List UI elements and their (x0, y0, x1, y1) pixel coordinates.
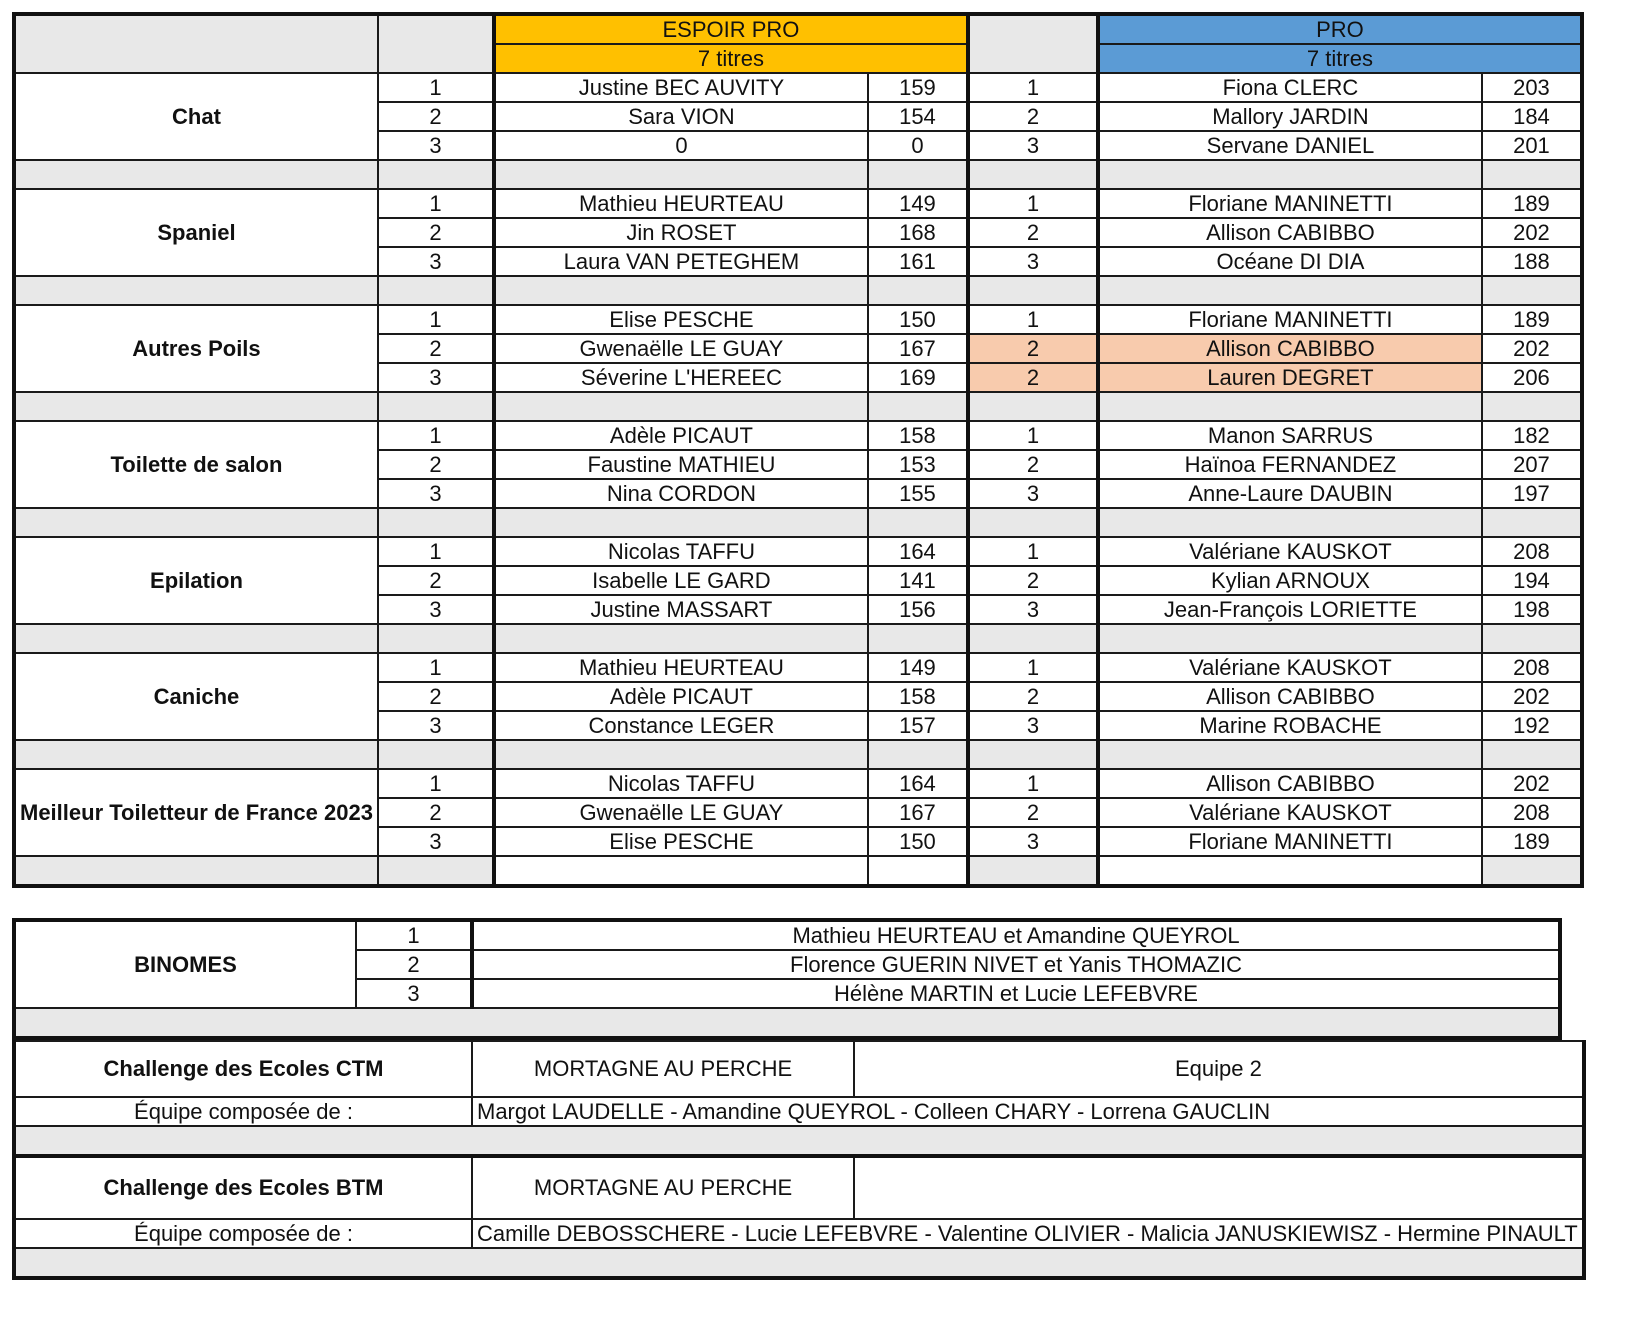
pro-score: 189 (1482, 827, 1582, 856)
pro-name: Lauren DEGRET (1098, 363, 1482, 392)
spacer-cell (868, 160, 968, 189)
spacer-cell (14, 160, 378, 189)
pro-name: Jean-François LORIETTE (1098, 595, 1482, 624)
pro-score: 198 (1482, 595, 1582, 624)
espoir-score: 150 (868, 305, 968, 334)
spacer-cell (968, 856, 1098, 886)
spacer-cell (14, 1126, 1584, 1156)
spacer-row (14, 1248, 1584, 1278)
espoir-rank: 2 (378, 798, 494, 827)
ctm-members: Margot LAUDELLE - Amandine QUEYROL - Colleen CHARY - Lorrena GAUCLIN (472, 1097, 1584, 1126)
spacer-cell (378, 276, 494, 305)
spacer-cell (1482, 392, 1582, 421)
espoir-rank: 1 (378, 421, 494, 450)
pro-name: Océane DI DIA (1098, 247, 1482, 276)
espoir-rank: 1 (378, 189, 494, 218)
binome-row (14, 920, 1560, 950)
binomes-table (12, 918, 1562, 1040)
pro-name: Allison CABIBBO (1098, 682, 1482, 711)
pro-rank: 1 (968, 305, 1098, 334)
pro-name: Manon SARRUS (1098, 421, 1482, 450)
spacer-cell (1098, 856, 1482, 886)
espoir-rank: 1 (378, 769, 494, 798)
espoir-score: 164 (868, 537, 968, 566)
espoir-rank: 3 (378, 595, 494, 624)
category-label: Chat (14, 73, 378, 160)
binome-names: Florence GUERIN NIVET et Yanis THOMAZIC (472, 950, 1560, 979)
spacer-cell (968, 508, 1098, 537)
espoir-name: Justine MASSART (494, 595, 868, 624)
pro-name: Valériane KAUSKOT (1098, 537, 1482, 566)
pro-name: Allison CABIBBO (1098, 334, 1482, 363)
spacer-cell (1098, 624, 1482, 653)
espoir-name: Justine BEC AUVITY (494, 73, 868, 102)
pro-score: 184 (1482, 102, 1582, 131)
espoir-score: 154 (868, 102, 968, 131)
pro-title: PRO (1098, 14, 1582, 44)
pro-rank: 3 (968, 711, 1098, 740)
espoir-name: Elise PESCHE (494, 827, 868, 856)
pro-score: 192 (1482, 711, 1582, 740)
pro-name: Allison CABIBBO (1098, 769, 1482, 798)
binome-rank: 2 (356, 950, 472, 979)
binome-names: Hélène MARTIN et Lucie LEFEBVRE (472, 979, 1560, 1008)
category-label: Toilette de salon (14, 421, 378, 508)
spacer-row (14, 1126, 1584, 1156)
ctm-label: Challenge des Ecoles CTM (14, 1041, 472, 1097)
category-label: Epilation (14, 537, 378, 624)
pro-name: Valériane KAUSKOT (1098, 653, 1482, 682)
pro-score: 202 (1482, 218, 1582, 247)
pro-rank: 1 (968, 653, 1098, 682)
pro-rank: 1 (968, 189, 1098, 218)
spacer-cell (968, 160, 1098, 189)
result-row (14, 421, 1582, 450)
result-row (14, 537, 1582, 566)
spacer-cell (494, 276, 868, 305)
pro-score: 208 (1482, 798, 1582, 827)
pro-name: Floriane MANINETTI (1098, 189, 1482, 218)
pro-score: 206 (1482, 363, 1582, 392)
pro-score: 207 (1482, 450, 1582, 479)
pro-score: 202 (1482, 334, 1582, 363)
espoir-rank: 3 (378, 363, 494, 392)
btm-row (14, 1156, 1584, 1219)
spacer-row (14, 508, 1582, 537)
results-table (12, 12, 1584, 888)
spacer-cell (1482, 508, 1582, 537)
spacer-cell (14, 624, 378, 653)
espoir-name: Mathieu HEURTEAU (494, 653, 868, 682)
pro-score: 208 (1482, 653, 1582, 682)
ctm-team: Equipe 2 (854, 1041, 1584, 1097)
pro-name: Anne-Laure DAUBIN (1098, 479, 1482, 508)
espoir-name: Nicolas TAFFU (494, 537, 868, 566)
espoir-rank: 2 (378, 218, 494, 247)
ctm-row (14, 1041, 1584, 1097)
spacer-cell (378, 160, 494, 189)
pro-rank: 3 (968, 247, 1098, 276)
espoir-name: Gwenaëlle LE GUAY (494, 798, 868, 827)
result-row (14, 653, 1582, 682)
pro-rank: 2 (968, 450, 1098, 479)
espoir-name: Laura VAN PETEGHEM (494, 247, 868, 276)
ctm-members-row (14, 1097, 1584, 1126)
espoir-rank: 1 (378, 537, 494, 566)
spacer-cell (1098, 740, 1482, 769)
espoir-score: 157 (868, 711, 968, 740)
binomes-label: BINOMES (14, 920, 356, 1008)
binome-rank: 1 (356, 920, 472, 950)
spacer-row (14, 160, 1582, 189)
category-label: Meilleur Toiletteur de France 2023 (14, 769, 378, 856)
pro-score: 189 (1482, 305, 1582, 334)
espoir-name: Jin ROSET (494, 218, 868, 247)
pro-name: Fiona CLERC (1098, 73, 1482, 102)
espoir-rank: 3 (378, 247, 494, 276)
pro-rank: 1 (968, 769, 1098, 798)
pro-score: 202 (1482, 769, 1582, 798)
espoir-score: 164 (868, 769, 968, 798)
spacer-cell (14, 508, 378, 537)
pro-score: 197 (1482, 479, 1582, 508)
spacer-cell (1098, 276, 1482, 305)
pro-name: Servane DANIEL (1098, 131, 1482, 160)
btm-members-row (14, 1219, 1584, 1248)
spacer-cell (14, 1248, 1584, 1278)
pro-rank: 2 (968, 218, 1098, 247)
pro-rank: 3 (968, 131, 1098, 160)
pro-name: Kylian ARNOUX (1098, 566, 1482, 595)
espoir-score: 161 (868, 247, 968, 276)
category-label: Spaniel (14, 189, 378, 276)
spacer-cell (378, 392, 494, 421)
espoir-rank: 3 (378, 479, 494, 508)
pro-score: 188 (1482, 247, 1582, 276)
spacer-cell (868, 740, 968, 769)
pro-rank: 1 (968, 73, 1098, 102)
pro-score: 208 (1482, 537, 1582, 566)
header-pro-rank-blank (968, 14, 1098, 73)
spacer-cell (14, 740, 378, 769)
pro-name: Valériane KAUSKOT (1098, 798, 1482, 827)
spacer-cell (868, 276, 968, 305)
spacer-cell (494, 624, 868, 653)
category-label: Caniche (14, 653, 378, 740)
btm-label: Challenge des Ecoles BTM (14, 1156, 472, 1219)
espoir-rank: 1 (378, 305, 494, 334)
pro-name: Haïnoa FERNANDEZ (1098, 450, 1482, 479)
result-row (14, 189, 1582, 218)
spacer-cell (494, 160, 868, 189)
spacer-cell (1098, 392, 1482, 421)
espoir-score: 167 (868, 334, 968, 363)
pro-rank: 2 (968, 363, 1098, 392)
pro-rank: 2 (968, 682, 1098, 711)
spacer-cell (1482, 624, 1582, 653)
espoir-score: 149 (868, 653, 968, 682)
result-row (14, 769, 1582, 798)
category-label: Autres Poils (14, 305, 378, 392)
pro-name: Floriane MANINETTI (1098, 827, 1482, 856)
espoir-score: 167 (868, 798, 968, 827)
spacer-cell (14, 856, 378, 886)
spacer-cell (868, 624, 968, 653)
spacer-cell (968, 624, 1098, 653)
spacer-cell (1098, 508, 1482, 537)
pro-rank: 3 (968, 595, 1098, 624)
pro-name: Allison CABIBBO (1098, 218, 1482, 247)
pro-score: 182 (1482, 421, 1582, 450)
pro-rank: 3 (968, 827, 1098, 856)
espoir-score: 159 (868, 73, 968, 102)
espoir-score: 155 (868, 479, 968, 508)
spacer-cell (968, 392, 1098, 421)
espoir-name: Adèle PICAUT (494, 682, 868, 711)
spacer-cell (868, 392, 968, 421)
spacer-cell (14, 392, 378, 421)
spacer-cell (1482, 160, 1582, 189)
espoir-name: Isabelle LE GARD (494, 566, 868, 595)
pro-rank: 2 (968, 798, 1098, 827)
ctm-composed-label: Équipe composée de : (14, 1097, 472, 1126)
spacer-cell (868, 508, 968, 537)
ctm-table (12, 1040, 1586, 1280)
binome-names: Mathieu HEURTEAU et Amandine QUEYROL (472, 920, 1560, 950)
espoir-rank: 2 (378, 450, 494, 479)
espoir-rank: 3 (378, 131, 494, 160)
espoir-score: 153 (868, 450, 968, 479)
espoir-score: 149 (868, 189, 968, 218)
ctm-school: MORTAGNE AU PERCHE (472, 1041, 854, 1097)
results-sheet (12, 12, 1586, 1280)
spacer-cell (494, 856, 868, 886)
pro-name: Mallory JARDIN (1098, 102, 1482, 131)
espoir-name: Elise PESCHE (494, 305, 868, 334)
espoir-name: Mathieu HEURTEAU (494, 189, 868, 218)
spacer-cell (494, 740, 868, 769)
binome-rank: 3 (356, 979, 472, 1008)
espoir-rank: 2 (378, 682, 494, 711)
pro-score: 202 (1482, 682, 1582, 711)
spacer-cell (868, 856, 968, 886)
btm-members: Camille DEBOSSCHERE - Lucie LEFEBVRE - Valentine OLIVIER - Malicia JANUSKIEWISZ - Hermine PINAULT (472, 1219, 1584, 1248)
espoir-score: 150 (868, 827, 968, 856)
espoir-rank: 2 (378, 566, 494, 595)
espoir-rank: 2 (378, 102, 494, 131)
spacer-cell (14, 1008, 1560, 1038)
espoir-rank: 1 (378, 73, 494, 102)
espoir-rank: 1 (378, 653, 494, 682)
espoir-score: 158 (868, 682, 968, 711)
spacer-row (14, 392, 1582, 421)
pro-name: Floriane MANINETTI (1098, 305, 1482, 334)
spacer-cell (494, 508, 868, 537)
espoir-name: Constance LEGER (494, 711, 868, 740)
spacer-cell (378, 856, 494, 886)
spacer-row (14, 1008, 1560, 1038)
spacer-cell (378, 740, 494, 769)
espoir-score: 168 (868, 218, 968, 247)
espoir-rank: 2 (378, 334, 494, 363)
espoir-name: Adèle PICAUT (494, 421, 868, 450)
pro-subtitle: 7 titres (1098, 44, 1582, 73)
btm-school: MORTAGNE AU PERCHE (472, 1156, 854, 1219)
spacer-row (14, 276, 1582, 305)
pro-score: 194 (1482, 566, 1582, 595)
spacer-cell (494, 392, 868, 421)
pro-score: 189 (1482, 189, 1582, 218)
espoir-name: Gwenaëlle LE GUAY (494, 334, 868, 363)
espoir-score: 156 (868, 595, 968, 624)
espoir-name: 0 (494, 131, 868, 160)
espoir-name: Séverine L'HEREEC (494, 363, 868, 392)
espoir-name: Nicolas TAFFU (494, 769, 868, 798)
pro-score: 201 (1482, 131, 1582, 160)
result-row (14, 73, 1582, 102)
pro-rank: 1 (968, 421, 1098, 450)
espoir-rank: 3 (378, 711, 494, 740)
espoir-pro-title: ESPOIR PRO (494, 14, 968, 44)
spacer-cell (1482, 276, 1582, 305)
espoir-name: Nina CORDON (494, 479, 868, 508)
spacer-cell (968, 740, 1098, 769)
spacer-cell (378, 624, 494, 653)
espoir-score: 169 (868, 363, 968, 392)
spacer-cell (1098, 160, 1482, 189)
pro-rank: 2 (968, 102, 1098, 131)
espoir-score: 0 (868, 131, 968, 160)
spacer-cell (1482, 740, 1582, 769)
header-corner (14, 14, 378, 73)
espoir-name: Sara VION (494, 102, 868, 131)
espoir-rank: 3 (378, 827, 494, 856)
spacer-row (14, 740, 1582, 769)
spacer-cell (968, 276, 1098, 305)
header-row-1 (14, 14, 1582, 44)
spacer-row (14, 624, 1582, 653)
spacer-cell (14, 276, 378, 305)
pro-rank: 2 (968, 566, 1098, 595)
pro-name: Marine ROBACHE (1098, 711, 1482, 740)
pro-rank: 1 (968, 537, 1098, 566)
spacer-cell (378, 508, 494, 537)
pro-rank: 3 (968, 479, 1098, 508)
result-row (14, 305, 1582, 334)
espoir-score: 158 (868, 421, 968, 450)
espoir-score: 141 (868, 566, 968, 595)
pro-rank: 2 (968, 334, 1098, 363)
btm-composed-label: Équipe composée de : (14, 1219, 472, 1248)
pro-score: 203 (1482, 73, 1582, 102)
header-rank-blank (378, 14, 494, 73)
espoir-pro-subtitle: 7 titres (494, 44, 968, 73)
spacer-row (14, 856, 1582, 886)
spacer-cell (1482, 856, 1582, 886)
espoir-name: Faustine MATHIEU (494, 450, 868, 479)
btm-team (854, 1156, 1584, 1219)
